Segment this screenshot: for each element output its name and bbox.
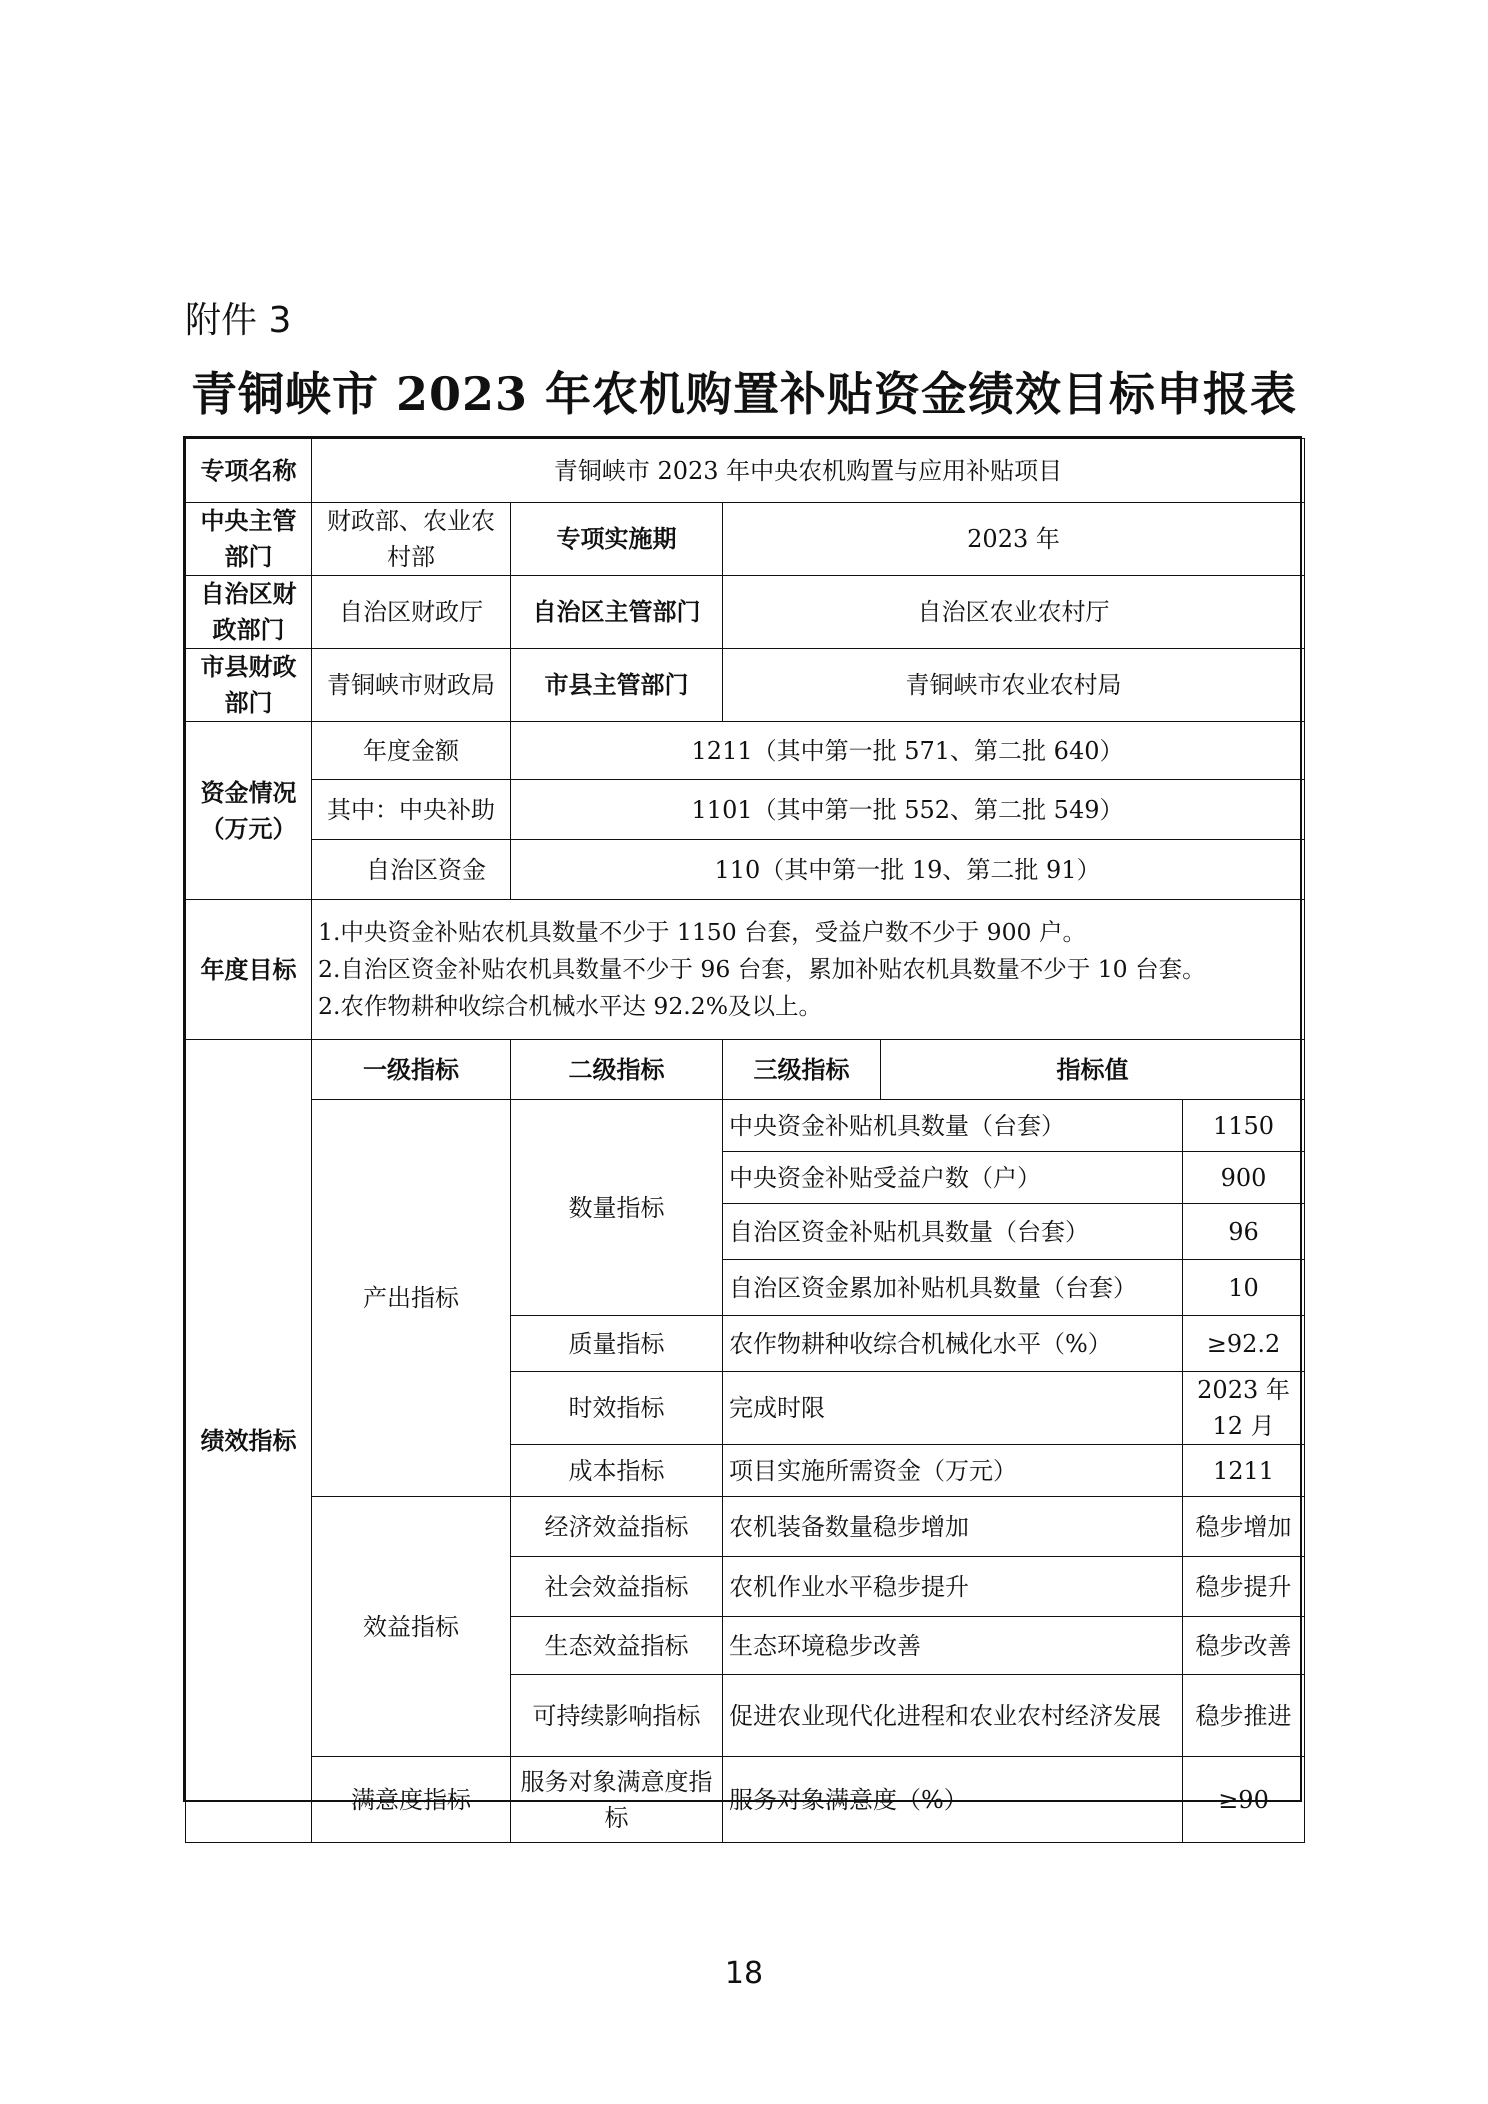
funds-row-value: 110（其中第一批 19、第二批 91）: [511, 840, 1305, 900]
city-finance-label: 市县财政部门: [186, 649, 312, 722]
table-row: [186, 503, 1305, 576]
funds-label-line2: （万元）: [200, 813, 297, 843]
region-admin-value: 自治区农业农村厅: [723, 576, 1305, 649]
indicator-name: 项目实施所需资金（万元）: [723, 1445, 1183, 1497]
indicator-name: 中央资金补贴受益户数（户）: [723, 1152, 1183, 1204]
attachment-label: 附件 3: [185, 300, 292, 341]
annual-goal-text: [312, 900, 1305, 1040]
indicator-name: 农机装备数量稳步增加: [723, 1497, 1183, 1557]
city-admin-label: 市县主管部门: [511, 649, 723, 722]
benefit-level2: 生态效益指标: [511, 1617, 723, 1675]
indicator-name: 农机作业水平稳步提升: [723, 1557, 1183, 1617]
indicator-name: 促进农业现代化进程和农业农村经济发展: [723, 1675, 1183, 1757]
goal-line: 1.中央资金补贴农机具数量不少于 1150 台套，受益户数不少于 900 户。: [318, 918, 1086, 946]
period-value: 2023 年: [723, 503, 1305, 576]
header-level1: 一级指标: [312, 1040, 511, 1100]
period-label: 专项实施期: [511, 503, 723, 576]
quality-level2: 质量指标: [511, 1316, 723, 1372]
region-finance-value: 自治区财政厅: [312, 576, 511, 649]
benefit-level2: 可持续影响指标: [511, 1675, 723, 1757]
project-name-value: 青铜峡市 2023 年中央农机购置与应用补贴项目: [312, 439, 1305, 503]
central-dept-label: 中央主管部门: [186, 503, 312, 576]
indicator-name: 生态环境稳步改善: [723, 1617, 1183, 1675]
central-dept-value: 财政部、农业农村部: [312, 503, 511, 576]
cost-level2: 成本指标: [511, 1445, 723, 1497]
table-row: [186, 1040, 1305, 1100]
benefit-level2: 社会效益指标: [511, 1557, 723, 1617]
funds-label-line1: 资金情况: [200, 777, 297, 807]
table-row: [186, 1497, 1305, 1557]
header-level2: 二级指标: [511, 1040, 723, 1100]
page-number: 18: [724, 1956, 764, 1991]
indicator-name: 完成时限: [723, 1372, 1183, 1445]
city-finance-value: 青铜峡市财政局: [312, 649, 511, 722]
funds-row-value: 1101（其中第一批 552、第二批 549）: [511, 780, 1305, 840]
goal-line: 2.农作物耕种收综合机械水平达 92.2%及以上。: [318, 992, 823, 1020]
funds-row-label: 年度金额: [312, 722, 511, 780]
indicator-name: 自治区资金补贴机具数量（台套）: [723, 1204, 1183, 1260]
header-level3: 三级指标: [723, 1040, 881, 1100]
funds-label: [186, 722, 312, 900]
indicator-value: 1150: [1183, 1100, 1305, 1152]
indicator-value: ≥90: [1183, 1757, 1305, 1843]
indicator-value: 900: [1183, 1152, 1305, 1204]
indicators-label: 绩效指标: [186, 1040, 312, 1843]
indicator-value: 2023 年 12 月: [1183, 1372, 1305, 1445]
region-admin-label: 自治区主管部门: [511, 576, 723, 649]
indicator-name: 农作物耕种收综合机械化水平（%）: [723, 1316, 1183, 1372]
indicator-value: ≥92.2: [1183, 1316, 1305, 1372]
table-row: [186, 1757, 1305, 1843]
performance-target-table: [183, 436, 1302, 1832]
page-title: 青铜峡市 2023 年农机购置补贴资金绩效目标申报表: [190, 367, 1298, 421]
indicator-value: 稳步推进: [1183, 1675, 1305, 1757]
indicator-name: 自治区资金累加补贴机具数量（台套）: [723, 1260, 1183, 1316]
funds-row-label: 自治区资金: [312, 840, 511, 900]
table-row: [186, 439, 1305, 503]
indicator-value: 96: [1183, 1204, 1305, 1260]
table-row: [186, 722, 1305, 780]
quantity-level2: 数量指标: [511, 1100, 723, 1316]
project-name-label: 专项名称: [186, 439, 312, 503]
funds-row-label: 其中：中央补助: [312, 780, 511, 840]
city-admin-value: 青铜峡市农业农村局: [723, 649, 1305, 722]
table-row: [186, 780, 1305, 840]
table-row: [186, 840, 1305, 900]
funds-row-value: 1211（其中第一批 571、第二批 640）: [511, 722, 1305, 780]
header-value: 指标值: [881, 1040, 1305, 1100]
indicator-value: 稳步提升: [1183, 1557, 1305, 1617]
table-row: [186, 576, 1305, 649]
indicator-name: 服务对象满意度（%）: [723, 1757, 1183, 1843]
indicator-value: 1211: [1183, 1445, 1305, 1497]
table-row: [186, 1100, 1305, 1152]
benefit-level1: 效益指标: [312, 1497, 511, 1757]
timeliness-level2: 时效指标: [511, 1372, 723, 1445]
table-row: [186, 900, 1305, 1040]
goal-line: 2.自治区资金补贴农机具数量不少于 96 台套，累加补贴农机具数量不少于 10 台套。: [318, 955, 1206, 983]
indicator-value: 稳步改善: [1183, 1617, 1305, 1675]
region-finance-label: 自治区财政部门: [186, 576, 312, 649]
annual-goal-label: 年度目标: [186, 900, 312, 1040]
satisfaction-level1: 满意度指标: [312, 1757, 511, 1843]
table-row: [186, 649, 1305, 722]
indicator-name: 中央资金补贴机具数量（台套）: [723, 1100, 1183, 1152]
indicator-value: 稳步增加: [1183, 1497, 1305, 1557]
indicator-value: 10: [1183, 1260, 1305, 1316]
output-level1: 产出指标: [312, 1100, 511, 1497]
benefit-level2: 经济效益指标: [511, 1497, 723, 1557]
satisfaction-level2: 服务对象满意度指标: [511, 1757, 723, 1843]
